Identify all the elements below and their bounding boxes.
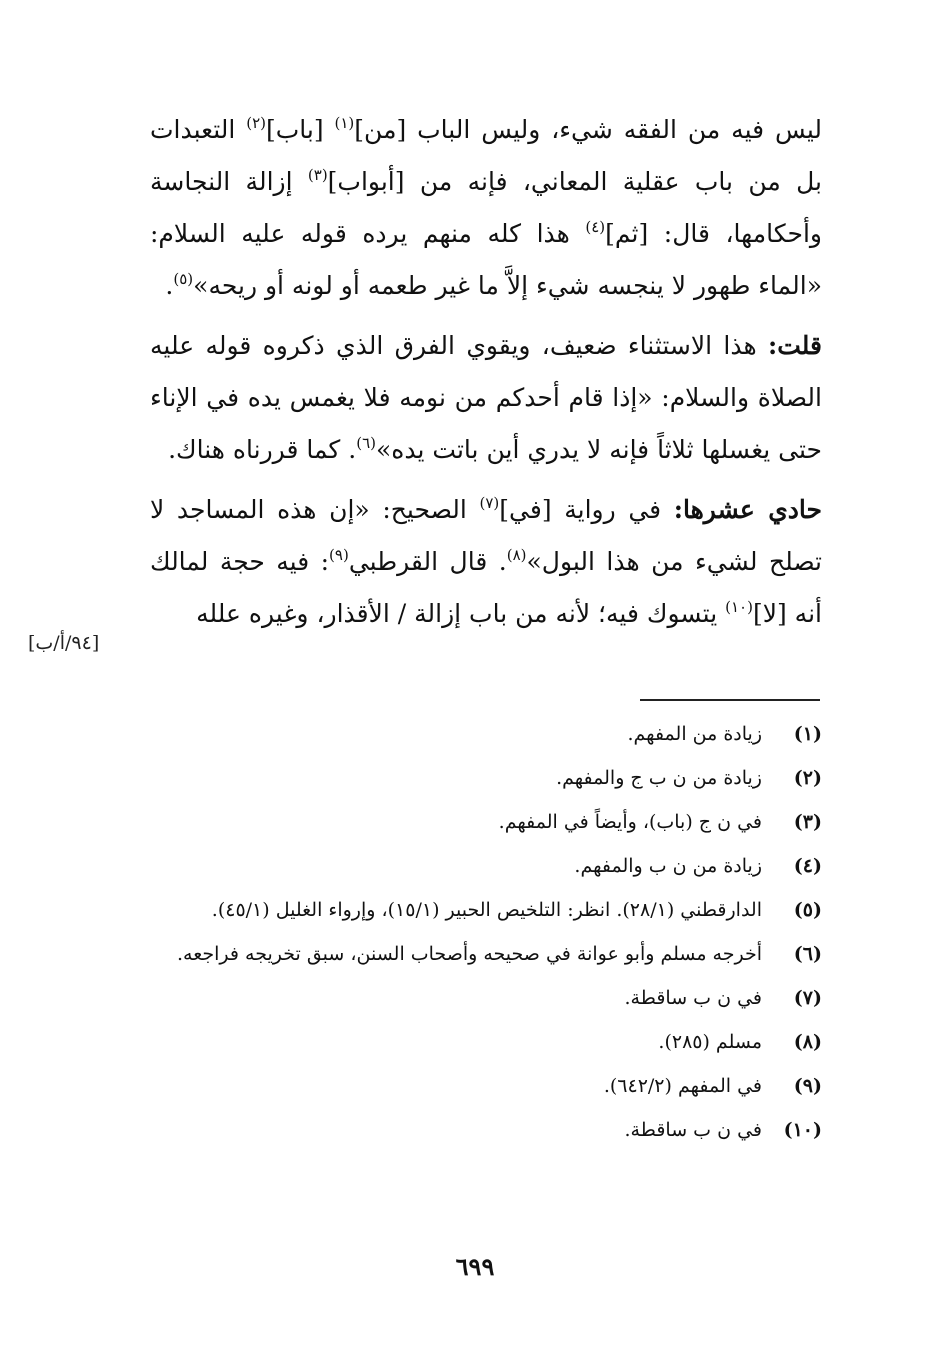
- footnote-text: زيادة من ن ب ج والمفهم.: [556, 767, 762, 789]
- footnote-number: (٣): [793, 811, 822, 833]
- footnote: [150, 976, 822, 1020]
- paragraph: [150, 104, 822, 312]
- footnote-reference: (٤): [585, 218, 606, 236]
- footnote-reference: (١٠): [725, 598, 753, 616]
- paragraph-text: . قال القرطبي: [348, 547, 507, 576]
- footnote: [150, 712, 822, 756]
- footnote-number: (٢): [793, 767, 822, 789]
- footnote: [150, 800, 822, 844]
- footnote-number: (٩): [793, 1075, 822, 1097]
- footnote-text: في المفهم (٦٤٢/٢).: [603, 1075, 762, 1097]
- footnote-reference: (٢): [246, 114, 266, 132]
- footnote-reference: (٦): [356, 434, 376, 452]
- paragraph-text: التعبدات بل من باب عقلية المعاني، فإنه من [أبواب]: [150, 115, 822, 196]
- footnote-text: في ن ب ساقطة.: [624, 987, 762, 1009]
- footnote-text: زيادة من المفهم.: [627, 723, 762, 745]
- footnote-reference: (٥): [173, 270, 194, 288]
- footnotes: [150, 712, 822, 1152]
- footnote-number: (٥): [793, 899, 822, 921]
- footnote-number: (٦): [793, 943, 822, 965]
- paragraph-text: .: [165, 271, 174, 300]
- page-number: ٦٩٩: [455, 1252, 495, 1281]
- paragraph-text: إزالة النجاسة وأحكامها، قال: [ثم]: [150, 167, 822, 248]
- paragraph-text: هذا كله منهم يرده قوله عليه السلام: «الماء طهور لا ينجسه شيء إلاَّ ما غير طعمه أو لونه أو ريحه»: [150, 219, 822, 300]
- footnote-text: في ن ب ساقطة.: [624, 1119, 762, 1141]
- footnote-reference: (٨): [506, 546, 527, 564]
- paragraph-text: . كما قررناه هناك.: [168, 435, 357, 464]
- footnote-text: الدارقطني (٢٨/١). انظر: التلخيص الحبير (١٥/١)، وإرواء الغليل (٤٥/١).: [211, 899, 762, 921]
- footnote: [150, 932, 822, 976]
- paragraph-text: : فيه حجة لمالك أنه [لا]: [150, 547, 822, 628]
- footnote-reference: (٩): [329, 546, 349, 564]
- footnote-number: (٨): [793, 1031, 822, 1053]
- footnote-text: زيادة من ن ب والمفهم.: [574, 855, 762, 877]
- manuscript-folio-reference: [٩٤/أ/ب]: [28, 632, 100, 654]
- footnote-divider: [640, 699, 820, 701]
- footnote: [150, 1064, 822, 1108]
- footnote-text: مسلم (٢٨٥).: [658, 1031, 762, 1053]
- footnote-text: في ن ج (باب)، وأيضاً في المفهم.: [498, 811, 762, 833]
- footnote-reference: (١): [334, 114, 355, 132]
- paragraph-text: هذا الاستثناء ضعيف، ويقوي الفرق الذي ذكروه قوله عليه الصلاة والسلام: «إذا قام أحدكم من نومه فلا يغمس يده في الإناء حتى يغسلها ثلاثاً فإنه لا يدري أين باتت يده»: [150, 331, 822, 464]
- paragraph-lead-word: حادي عشرها:: [673, 495, 822, 524]
- footnote-reference: (٧): [479, 494, 500, 512]
- paragraph: [150, 320, 822, 476]
- paragraph-text: الصحيح: «إن هذه المساجد لا تصلح لشيء من هذا البول»: [150, 495, 823, 576]
- footnote-number: (٤): [793, 855, 822, 877]
- footnote: [150, 888, 822, 932]
- paragraph: [150, 484, 822, 640]
- footnote-reference: (٣): [307, 166, 328, 184]
- paragraph-text: يتسوك فيه؛ لأنه من باب إزالة / الأقذار، وغيره علله: [196, 599, 726, 628]
- paragraph-text: ليس فيه من الفقه شيء، وليس الباب [من]: [354, 115, 822, 144]
- paragraph-text: في رواية [في]: [499, 495, 674, 524]
- main-text: [150, 104, 822, 640]
- paragraph-text: [باب]: [265, 115, 335, 144]
- footnote-number: (٧): [793, 987, 822, 1009]
- footnote: [150, 844, 822, 888]
- footnote: [150, 756, 822, 800]
- footnote-number: (١٠): [783, 1119, 822, 1141]
- paragraph-lead-word: قلت:: [767, 331, 822, 360]
- footnote: [150, 1020, 822, 1064]
- footnote-number: (١): [793, 723, 822, 745]
- footnote-text: أخرجه مسلم وأبو عوانة في صحيحه وأصحاب السنن، سبق تخريجه فراجعه.: [177, 943, 762, 965]
- footnote: [150, 1108, 822, 1152]
